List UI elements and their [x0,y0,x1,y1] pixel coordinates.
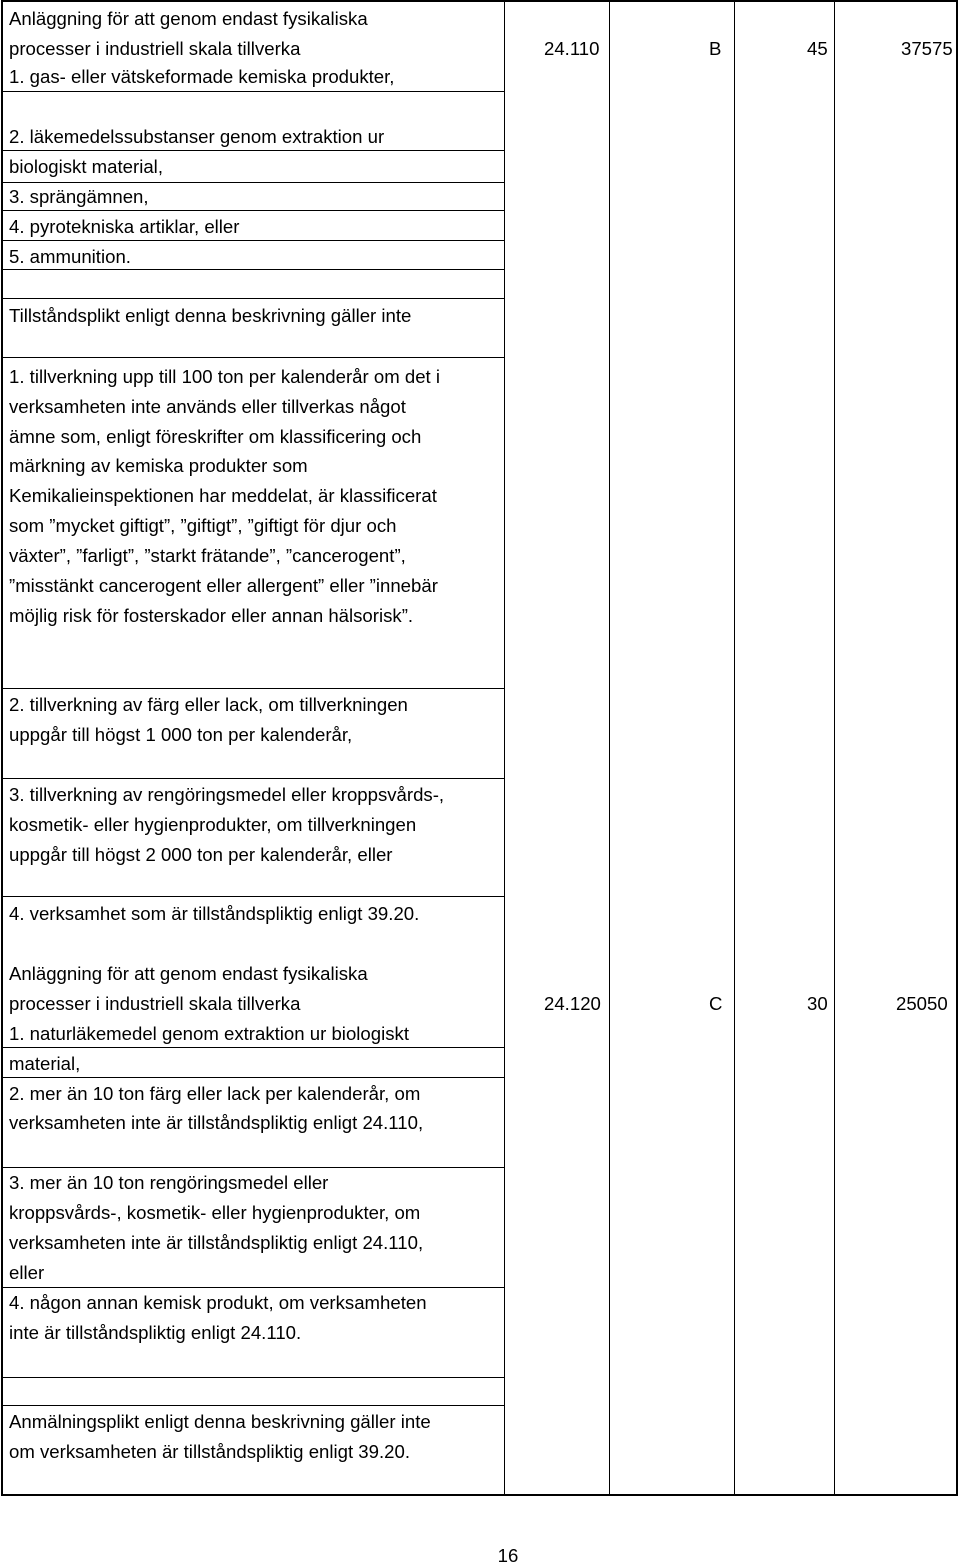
fee-points: 30 [807,993,828,1014]
classification-table [1,0,958,1496]
exemption-line: 4. verksamhet som är tillståndspliktig enligt 39.20. [9,903,420,924]
column-divider [609,2,610,1494]
list-item: kroppsvårds-, kosmetik- eller hygienprodukter, om [9,1202,421,1223]
exemption-line: verksamheten inte används eller tillverkas något [9,396,406,417]
row-divider [3,688,504,689]
row-divider [3,298,504,299]
list-item: 4. någon annan kemisk produkt, om verksamheten [9,1292,427,1313]
list-item: 4. pyrotekniska artiklar, eller [9,216,240,237]
fee-points: 45 [807,38,828,59]
list-item: verksamheten inte är tillståndspliktig enligt 24.110, [9,1232,424,1253]
row-divider [3,1377,504,1378]
exemption-line: kosmetik- eller hygienprodukter, om tillverkningen [9,814,417,835]
fee-amount: 25050 [896,993,948,1014]
exemption-line: möjlig risk för fosterskador eller annan hälsorisk”. [9,605,414,626]
page-number: 16 [497,1545,519,1566]
heading-line: Anläggning för att genom endast fysikaliska [9,963,368,984]
heading-line: Anläggning för att genom endast fysikaliska [9,8,368,29]
heading-line: processer i industriell skala tillverka [9,993,301,1014]
activity-code: 24.120 [544,993,601,1014]
exemption-title: Tillståndsplikt enligt denna beskrivning gäller inte [9,305,412,326]
exemption-line: uppgår till högst 2 000 ton per kalenderår, eller [9,844,393,865]
heading-line: processer i industriell skala tillverka [9,38,301,59]
row-divider [3,357,504,358]
exemption-line: 3. tillverkning av rengöringsmedel eller kroppsvårds-, [9,784,445,805]
activity-code: 24.110 [544,38,600,59]
exemption-line: ämne som, enligt föreskrifter om klassificering och [9,426,422,447]
list-item: eller [9,1262,45,1283]
column-divider [834,2,835,1494]
exemption-line: Kemikalieinspektionen har meddelat, är klassificerat [9,485,437,506]
list-item: 3. mer än 10 ton rengöringsmedel eller [9,1172,329,1193]
permit-class: B [709,38,722,59]
permit-class: C [709,993,723,1014]
list-item: inte är tillståndspliktig enligt 24.110. [9,1322,302,1343]
row-divider [3,896,504,897]
exemption-line: 2. tillverkning av färg eller lack, om tillverkningen [9,694,408,715]
list-item: 2. mer än 10 ton färg eller lack per kalenderår, om [9,1083,421,1104]
list-item: 3. sprängämnen, [9,186,149,207]
row-divider [3,778,504,779]
list-item: 2. läkemedelssubstanser genom extraktion ur [9,126,385,147]
exemption-line: 1. tillverkning upp till 100 ton per kalenderår om det i [9,366,440,387]
exemption-line: som ”mycket giftigt”, ”giftigt”, ”giftigt för djur och [9,515,397,536]
exemption-line: ”misstänkt cancerogent eller allergent” eller ”innebär [9,575,438,596]
column-divider [734,2,735,1494]
notice-line: om verksamheten är tillståndspliktig enligt 39.20. [9,1441,411,1462]
row-divider [3,1405,504,1406]
fee-amount: 37575 [901,38,953,59]
exemption-line: märkning av kemiska produkter som [9,455,308,476]
list-item: 5. ammunition. [9,246,131,267]
list-item: 1. naturläkemedel genom extraktion ur biologiskt [9,1023,409,1044]
notice-line: Anmälningsplikt enligt denna beskrivning gäller inte [9,1411,431,1432]
list-item: material, [9,1053,81,1074]
list-item: verksamheten inte är tillståndspliktig enligt 24.110, [9,1112,424,1133]
exemption-line: uppgår till högst 1 000 ton per kalenderår, [9,724,353,745]
list-item: biologiskt material, [9,156,163,177]
exemption-line: växter”, ”farligt”, ”starkt frätande”, ”cancerogent”, [9,545,406,566]
list-item: 1. gas- eller vätskeformade kemiska produkter, [9,66,395,87]
